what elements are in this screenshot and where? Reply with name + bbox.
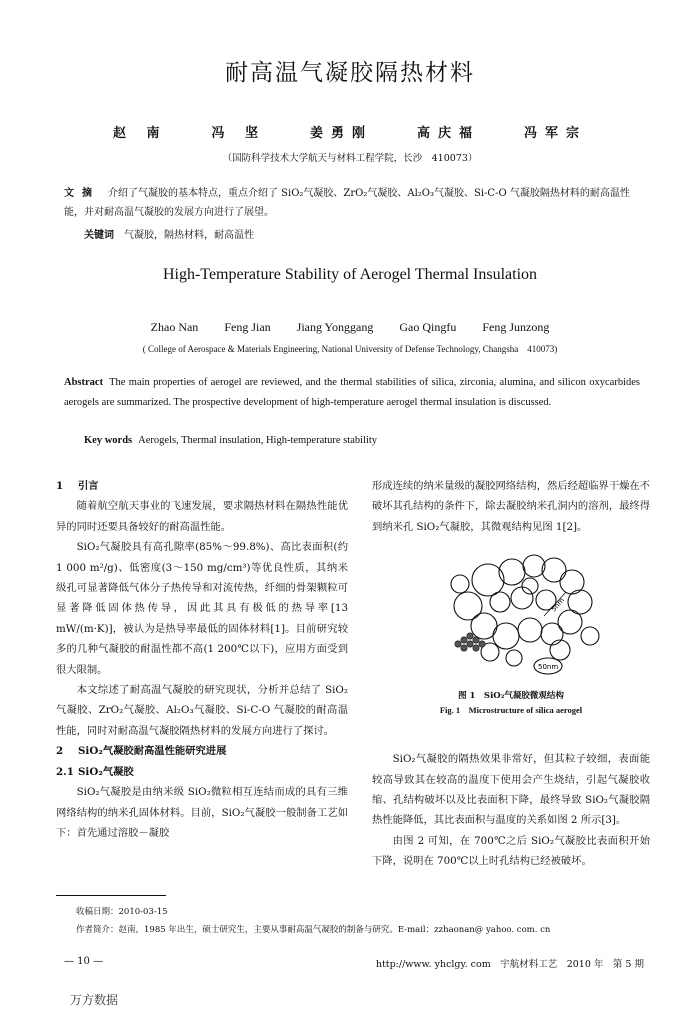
watermark: 万方数据 [70,993,119,1007]
author-cn: 赵 南 [112,126,168,141]
author-en: Jiang Yonggang [296,320,374,334]
paragraph: 随着航空航天事业的飞速发展，要求隔热材料在隔热性能优异的同时还要具备较好的耐高温性能。 [56,500,348,533]
keywords-cn-text: 气凝胶，隔热材料，耐高温性 [124,230,254,241]
abstract-en-label: Abstract [64,377,104,388]
author-cn: 姜勇刚 [310,126,374,141]
subsection-heading: 2.1 SiO₂气凝胶 [56,765,134,778]
author-en: Feng Jian [224,320,271,334]
affiliation-en: ( College of Aerospace & Materials Engineering, National University of Defense Technology, Changsha 410073) [142,344,558,354]
paragraph: 由图 2 可知，在 700℃之后 SiO₂气凝胶比表面积开始下降，说明在 700℃以上时孔结构已经被破坏。 [372,834,650,868]
running-footer: http://www. yhclgy. com 宇航材料工艺 2010 年 第 5 期 [375,959,644,970]
section-heading: 2 SiO₂气凝胶耐高温性能研究进展 [56,745,227,758]
figure-caption-cn: 图 1 SiO₂气凝胶微观结构 [458,691,564,701]
section-heading: 1 引言 [56,480,99,492]
scale-label-5nm: 5nm [549,596,567,614]
keywords-en [84,435,640,446]
abstract-en-text: The main properties of aerogel are reviewed, and the thermal stabilities of silica, zirconia, alumina, and silicon oxycarbides aerogels are summarized. The prospective development of high-temperature aerogel thermal insulation is discussed. [64,377,640,408]
author-en: Zhao Nan [150,320,199,334]
body-column-left [56,476,348,843]
abstract-cn-text: 介绍了气凝胶的基本特点，重点介绍了 SiO₂气凝胶、ZrO₂气凝胶、Al₂O₃气凝胶、Si-C-O 气凝胶隔热材料的耐高温性能，并对耐高温气凝胶的发展方向进行了展望。 [64,188,630,218]
keywords-en-text: Aerogels, Thermal insulation, High-temperature stability [138,435,378,446]
author-list-en [0,320,700,335]
footnote-received: 收稿日期：2010-03-15 [76,907,168,917]
paragraph: 本文综述了耐高温气凝胶的研究现状，分析并总结了 SiO₂气凝胶、ZrO₂气凝胶、Al₂O₃气凝胶、Si-C-O 气凝胶的耐高温性能，同时对耐高温气凝胶隔热材料的发展方向进行了探讨。 [56,684,348,737]
paragraph: SiO₂气凝胶的隔热效果非常好，但其粒子较细，表面能较高导致其在较高的温度下使用会产生烧结，引起气凝胶收缩、孔结构破坏以及比表面积下降，最终导致 SiO₂气凝胶隔热性能降低，其比表面积与温度的关系如图 2 所示[3]。 [372,753,650,827]
abstract-en [64,373,640,413]
affiliation-cn: （国防科学技术大学航天与材料工程学院，长沙 410073） [222,153,478,164]
paragraph: 形成连续的纳米量级的凝胶网络结构，然后经超临界干燥在不破坏其孔结构的条件下，除去凝胶纳米孔洞内的溶剂，最终得到纳米孔 SiO₂气凝胶，其微观结构见图 1[2]。 [372,480,651,533]
abstract-cn-label: 文摘 [64,188,100,199]
author-list-cn [0,122,700,141]
paragraph: SiO₂气凝胶是由纳米级 SiO₂微粒相互连结而成的具有三维网络结构的纳米孔固体材料。目前，SiO₂气凝胶一般制备工艺如下：首先通过溶胶－凝胶 [56,786,348,839]
paper-title-cn: 耐高温气凝胶隔热材料 [225,60,475,86]
keywords-cn-label: 关键词 [84,230,114,241]
figure-microstructure [430,540,620,680]
paper-title-en: High-Temperature Stability of Aerogel Thermal Insulation [162,266,538,283]
keywords-cn [84,226,644,241]
abstract-cn [64,184,642,222]
paragraph: SiO₂气凝胶具有高孔隙率(85%～99.8%)、高比表面积(约 1 000 m²/g)、低密度(3～150 mg/cm³)等优良性质，其纳米级孔可显著降低气体分子热传导和对流传热，纤细的骨架颗粒可显著降低固体热传导，因此其具有极低的热导率[13 mW/(m·K)]，被认为是热导率最低的固体材料[1]。目前研究较多的几种气凝胶的耐温性都不高(1 200℃以下)，应用方面受到很大限制。 [56,541,348,676]
dense-cluster [455,633,485,651]
figure-caption-en: Fig. 1 Microstructure of silica aerogel [439,705,583,715]
author-cn: 冯 坚 [211,126,266,141]
scale-label-50nm: 50nm [538,663,559,671]
keywords-en-label: Key words [84,435,133,446]
page-number: — 10 — [64,956,104,967]
footnote-author-bio: 作者简介：赵南，1985 年出生，硕士研究生，主要从事耐高温气凝胶的制备与研究。E-mail：zzhaonan@ yahoo. com. cn [76,925,551,935]
footnote-rule [56,895,166,896]
author-cn: 高庆福 [417,126,481,141]
author-en: Gao Qingfu [399,320,457,334]
author-en: Feng Junzong [482,320,550,334]
author-cn: 冯军宗 [524,126,588,141]
